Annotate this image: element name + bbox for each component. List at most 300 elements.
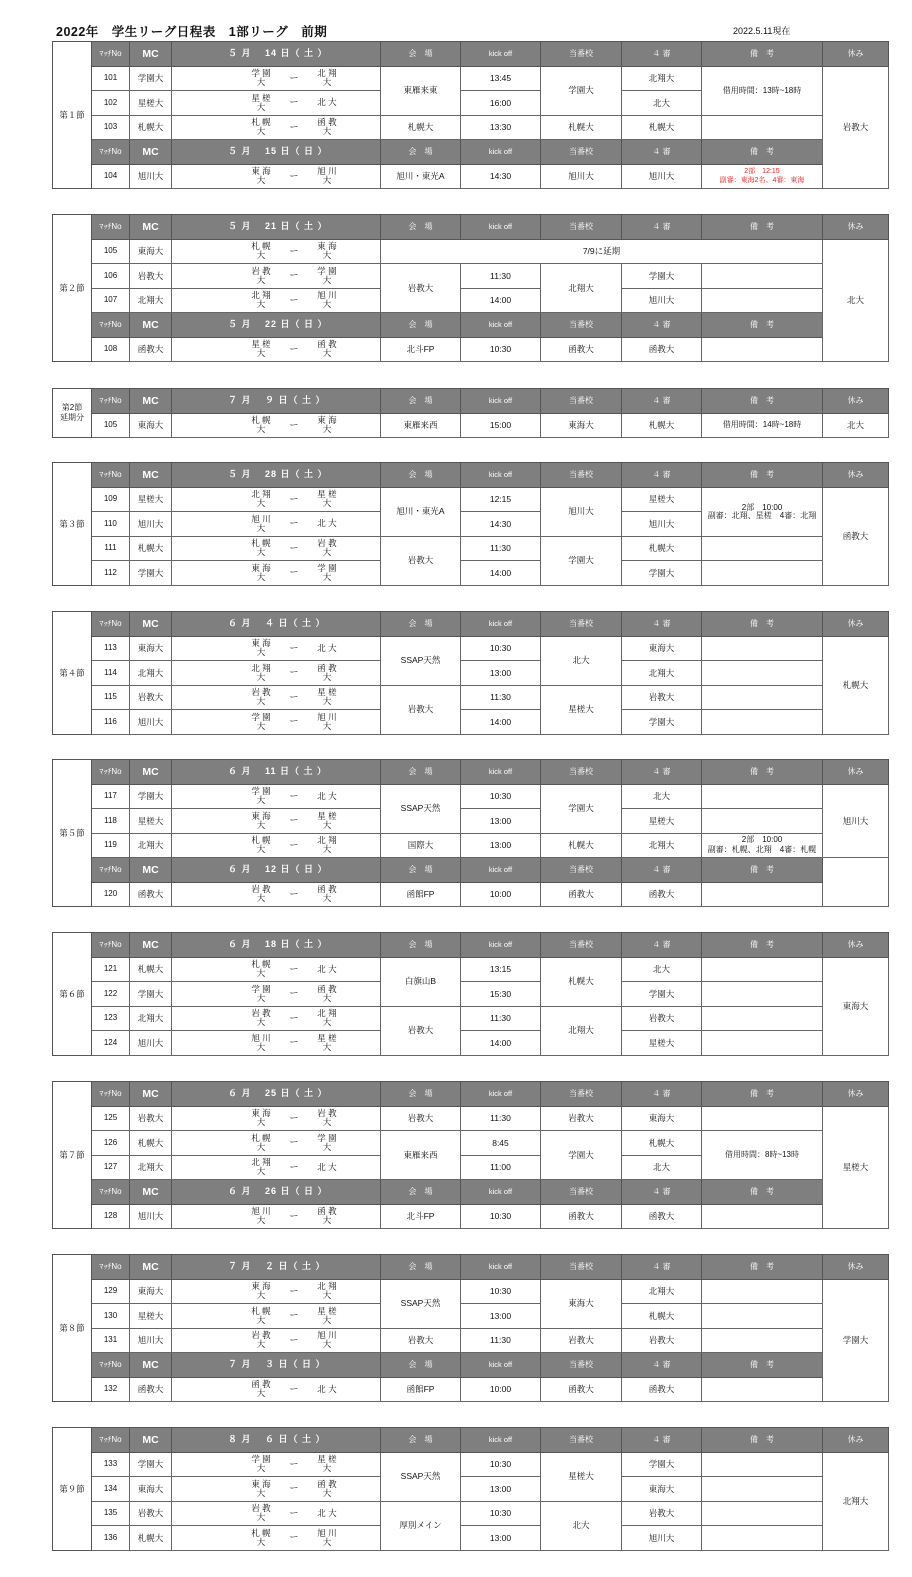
note [702, 784, 823, 809]
note [702, 882, 823, 907]
host: 学園大 [541, 66, 622, 115]
kickoff: 11:30 [461, 1328, 541, 1353]
kickoff-header: kick off [461, 1180, 541, 1205]
match-no-header: ﾏｯﾁNo [92, 42, 130, 67]
match-no-header: ﾏｯﾁNo [92, 1180, 130, 1205]
home-team: 学 園 大 [251, 983, 271, 1003]
kickoff: 10:30 [461, 1204, 541, 1229]
match-row [53, 833, 889, 858]
fourth-official: 岩教大 [622, 1328, 702, 1353]
host-header: 当番校 [541, 933, 622, 958]
rest-team: 北翔大 [823, 1452, 889, 1550]
match-row [53, 66, 889, 91]
match-no: 132 [92, 1377, 130, 1402]
home-team: 札 幌 大 [251, 117, 271, 137]
host-header: 当番校 [541, 313, 622, 338]
fourth-official: 札幌大 [622, 536, 702, 561]
fourth-official: 旭川大 [622, 164, 702, 189]
fourth-official: 学園大 [622, 561, 702, 586]
header-row [53, 1255, 889, 1280]
rest-team: 星槎大 [823, 1106, 889, 1229]
match-mc: 星槎大 [130, 809, 172, 834]
kickoff-header: kick off [461, 42, 541, 67]
away-team: 北 大 [317, 790, 337, 801]
away-team: 北 大 [317, 642, 337, 653]
home-team: 札 幌 大 [251, 1132, 271, 1152]
away-team: 岩 教 大 [317, 1108, 337, 1128]
round-4-block [52, 611, 889, 735]
round-3-block [52, 462, 889, 586]
round-5-table [52, 759, 889, 907]
away-team: 北 大 [317, 97, 337, 108]
header-row [53, 1180, 889, 1205]
note-header: 備 考 [702, 1255, 823, 1280]
fourth-official: 学園大 [622, 710, 702, 735]
match-no-header: ﾏｯﾁNo [92, 215, 130, 240]
match-teams: 東 海 大 ー 星 槎 大 [172, 809, 381, 834]
match-mc: 旭川大 [130, 1204, 172, 1229]
match-mc: 岩教大 [130, 685, 172, 710]
host-header: 当番校 [541, 760, 622, 785]
away-team: 旭 川 大 [317, 711, 337, 731]
match-teams: 北 翔 大 ー 北 大 [172, 1155, 381, 1180]
venue-header: 会 場 [381, 1082, 461, 1107]
match-row [53, 115, 889, 140]
fourth-official: 札幌大 [622, 1131, 702, 1156]
kickoff-header: kick off [461, 1428, 541, 1453]
venue: 国際大 [381, 833, 461, 858]
match-mc: 星槎大 [130, 1304, 172, 1329]
kickoff-header: kick off [461, 215, 541, 240]
fourth-official: 岩教大 [622, 685, 702, 710]
date-header: ６ 月 25 日（ 土 ） [172, 1082, 381, 1107]
host: 札幌大 [541, 115, 622, 140]
venue-header: 会 場 [381, 612, 461, 637]
round-8-block [52, 1254, 889, 1402]
venue-header: 会 場 [381, 1255, 461, 1280]
note [702, 710, 823, 735]
fourth-official: 北翔大 [622, 1279, 702, 1304]
rest-team: 北大 [823, 413, 889, 438]
away-team: 函 教 大 [317, 1478, 337, 1498]
round-label: 第１節 [53, 42, 92, 189]
header-row [53, 933, 889, 958]
date-header: ５ 月 21 日（ 土 ） [172, 215, 381, 240]
fourth-official: 学園大 [622, 982, 702, 1007]
match-no-header: ﾏｯﾁNo [92, 463, 130, 488]
kickoff: 10:30 [461, 636, 541, 661]
kickoff-header: kick off [461, 1082, 541, 1107]
note [702, 809, 823, 834]
match-mc: 札幌大 [130, 1526, 172, 1551]
match-row [53, 1328, 889, 1353]
home-team: 北 翔 大 [251, 662, 271, 682]
match-row [53, 1452, 889, 1477]
note [702, 1526, 823, 1551]
match-teams: 札 幌 大 ー 星 槎 大 [172, 1304, 381, 1329]
note [702, 264, 823, 289]
match-no: 131 [92, 1328, 130, 1353]
note [702, 1304, 823, 1329]
rest-header: 休み [823, 463, 889, 488]
away-team: 北 翔 大 [317, 1008, 337, 1028]
round-8-table [52, 1254, 889, 1402]
note [702, 1477, 823, 1502]
away-team: 星 槎 大 [317, 1032, 337, 1052]
note: 借用時間：8時~13時 [702, 1131, 823, 1180]
mc-header: MC [130, 463, 172, 488]
match-no: 106 [92, 264, 130, 289]
kickoff: 10:00 [461, 1377, 541, 1402]
mc-header: MC [130, 1353, 172, 1378]
note [702, 337, 823, 362]
kickoff: 11:30 [461, 1006, 541, 1031]
home-team: 北 翔 大 [251, 290, 271, 310]
kickoff-header: kick off [461, 463, 541, 488]
match-no: 103 [92, 115, 130, 140]
match-no: 123 [92, 1006, 130, 1031]
date-header: ７ 月 ２ 日（ 土 ） [172, 1255, 381, 1280]
match-mc: 東海大 [130, 636, 172, 661]
venue-header: 会 場 [381, 1353, 461, 1378]
rest-header: 休み [823, 1082, 889, 1107]
host-header: 当番校 [541, 1082, 622, 1107]
note-header: 備 考 [702, 313, 823, 338]
note [702, 957, 823, 982]
match-no: 135 [92, 1501, 130, 1526]
match-mc: 学園大 [130, 784, 172, 809]
home-team: 旭 川 大 [251, 1032, 271, 1052]
kickoff-header: kick off [461, 933, 541, 958]
match-row [53, 882, 889, 907]
host: 北翔大 [541, 264, 622, 313]
round-label: 第３節 [53, 463, 92, 586]
header-row [53, 463, 889, 488]
venue: 旭川・東光A [381, 164, 461, 189]
home-team: 星 槎 大 [251, 92, 271, 112]
kickoff: 14:00 [461, 561, 541, 586]
round-9-table [52, 1427, 889, 1551]
kickoff: 14:00 [461, 288, 541, 313]
date-header: ７ 月 ９ 日（ 土 ） [172, 389, 381, 414]
match-no-header: ﾏｯﾁNo [92, 933, 130, 958]
fourth-official: 北翔大 [622, 661, 702, 686]
match-no: 114 [92, 661, 130, 686]
home-team: 岩 教 大 [251, 1008, 271, 1028]
host: 星槎大 [541, 685, 622, 734]
away-team: 函 教 大 [317, 884, 337, 904]
match-teams: 札 幌 大 ー 東 海 大 [172, 413, 381, 438]
match-no: 109 [92, 487, 130, 512]
rest-team: 東海大 [823, 957, 889, 1055]
fourth-header: ４ 審 [622, 612, 702, 637]
home-team: 札 幌 大 [251, 1527, 271, 1547]
header-row [53, 313, 889, 338]
note-header: 備 考 [702, 612, 823, 637]
note [702, 536, 823, 561]
match-row [53, 536, 889, 561]
fourth-header: ４ 審 [622, 1082, 702, 1107]
match-teams: 岩 教 大 ー 学 園 大 [172, 264, 381, 289]
home-team: 札 幌 大 [251, 835, 271, 855]
match-row [53, 487, 889, 512]
fourth-official: 学園大 [622, 264, 702, 289]
round-label: 第７節 [53, 1082, 92, 1229]
match-mc: 旭川大 [130, 164, 172, 189]
home-team: 札 幌 大 [251, 538, 271, 558]
match-mc: 学園大 [130, 561, 172, 586]
match-no: 119 [92, 833, 130, 858]
rest-team: 函教大 [823, 487, 889, 585]
header-row [53, 1082, 889, 1107]
kickoff: 13:00 [461, 1477, 541, 1502]
host-header: 当番校 [541, 215, 622, 240]
match-mc: 函教大 [130, 337, 172, 362]
match-teams: 岩 教 大 ー 旭 川 大 [172, 1328, 381, 1353]
host: 旭川大 [541, 487, 622, 536]
away-team: 学 園 大 [317, 265, 337, 285]
match-no-header: ﾏｯﾁNo [92, 1255, 130, 1280]
fourth-official: 札幌大 [622, 115, 702, 140]
match-mc: 岩教大 [130, 1501, 172, 1526]
kickoff: 13:00 [461, 809, 541, 834]
home-team: 函 教 大 [251, 1379, 271, 1399]
match-teams: 旭 川 大 ー 函 教 大 [172, 1204, 381, 1229]
match-teams: 札 幌 大 ー 北 大 [172, 957, 381, 982]
match-teams: 東 海 大 ー 旭 川 大 [172, 164, 381, 189]
fourth-official: 北大 [622, 957, 702, 982]
kickoff-header: kick off [461, 389, 541, 414]
date-header: ６ 月 18 日（ 土 ） [172, 933, 381, 958]
fourth-official: 東海大 [622, 1106, 702, 1131]
away-team: 函 教 大 [317, 1206, 337, 1226]
match-no: 128 [92, 1204, 130, 1229]
rest-team: 旭川大 [823, 784, 889, 858]
away-team: 北 大 [317, 1383, 337, 1394]
fourth-header: ４ 審 [622, 313, 702, 338]
match-mc: 札幌大 [130, 957, 172, 982]
match-teams: 旭 川 大 ー 北 大 [172, 512, 381, 537]
match-row [53, 337, 889, 362]
host: 函教大 [541, 1204, 622, 1229]
match-teams: 東 海 大 ー 北 翔 大 [172, 1279, 381, 1304]
venue: 東雁来西 [381, 413, 461, 438]
match-row [53, 636, 889, 661]
match-mc: 北翔大 [130, 288, 172, 313]
mc-header: MC [130, 1082, 172, 1107]
round-label: 第２節 [53, 215, 92, 362]
away-team: 北 大 [317, 1507, 337, 1518]
match-teams: 札 幌 大 ー 北 翔 大 [172, 833, 381, 858]
kickoff: 13:15 [461, 957, 541, 982]
fourth-official: 旭川大 [622, 512, 702, 537]
away-team: 函 教 大 [317, 662, 337, 682]
rest-header: 休み [823, 215, 889, 240]
mc-header: MC [130, 313, 172, 338]
match-no: 115 [92, 685, 130, 710]
mc-header: MC [130, 215, 172, 240]
round-7-block [52, 1081, 889, 1229]
match-no-header: ﾏｯﾁNo [92, 313, 130, 338]
fourth-header: ４ 審 [622, 933, 702, 958]
round-label: 第９節 [53, 1428, 92, 1551]
match-row [53, 957, 889, 982]
match-no: 107 [92, 288, 130, 313]
fourth-official: 函教大 [622, 337, 702, 362]
venue-header: 会 場 [381, 215, 461, 240]
date-header: ６ 月 11 日（ 土 ） [172, 760, 381, 785]
note-header: 備 考 [702, 463, 823, 488]
fourth-official: 北大 [622, 91, 702, 116]
home-team: 東 海 大 [251, 1478, 271, 1498]
match-mc: 旭川大 [130, 710, 172, 735]
date-header: ５ 月 15 日（ 日 ） [172, 140, 381, 165]
match-no: 121 [92, 957, 130, 982]
round-1-block [52, 41, 889, 189]
home-team: 札 幌 大 [251, 415, 271, 435]
rest-team: 学園大 [823, 1279, 889, 1402]
match-no-header: ﾏｯﾁNo [92, 1428, 130, 1453]
match-no: 105 [92, 413, 130, 438]
fourth-header: ４ 審 [622, 858, 702, 883]
match-mc: 東海大 [130, 1279, 172, 1304]
kickoff: 11:30 [461, 264, 541, 289]
match-no-header: ﾏｯﾁNo [92, 389, 130, 414]
match-no: 112 [92, 561, 130, 586]
away-team: 旭 川 大 [317, 1330, 337, 1350]
header-row [53, 760, 889, 785]
match-teams: 星 槎 大 ー 北 大 [172, 91, 381, 116]
host: 函教大 [541, 882, 622, 907]
match-row [53, 561, 889, 586]
match-teams: 星 槎 大 ー 函 教 大 [172, 337, 381, 362]
match-no: 113 [92, 636, 130, 661]
round-7-table [52, 1081, 889, 1229]
match-row [53, 1006, 889, 1031]
venue: 北斗FP [381, 1204, 461, 1229]
match-no-header: ﾏｯﾁNo [92, 1082, 130, 1107]
header-row [53, 858, 889, 883]
match-teams: 岩 教 大 ー 北 翔 大 [172, 1006, 381, 1031]
match-mc: 学園大 [130, 66, 172, 91]
match-mc: 星槎大 [130, 487, 172, 512]
kickoff-header: kick off [461, 1353, 541, 1378]
match-no: 118 [92, 809, 130, 834]
match-teams: 岩 教 大 ー 函 教 大 [172, 882, 381, 907]
venue-header: 会 場 [381, 933, 461, 958]
home-team: 東 海 大 [251, 810, 271, 830]
fourth-header: ４ 審 [622, 1180, 702, 1205]
kickoff: 14:30 [461, 164, 541, 189]
note: 2部 12:15 副審：東海2名、4審：東海 [702, 164, 823, 189]
match-mc: 東海大 [130, 413, 172, 438]
away-team: 函 教 大 [317, 117, 337, 137]
match-row [53, 685, 889, 710]
note [702, 1204, 823, 1229]
date-header: ５ 月 14 日（ 土 ） [172, 42, 381, 67]
round-2-postponed-table [52, 388, 889, 438]
home-team: 旭 川 大 [251, 1206, 271, 1226]
venue-header: 会 場 [381, 389, 461, 414]
match-teams: 岩 教 大 ー 星 槎 大 [172, 685, 381, 710]
host-header: 当番校 [541, 858, 622, 883]
venue: 白旗山B [381, 957, 461, 1006]
rest-team: 岩教大 [823, 66, 889, 189]
match-teams: 学 園 大 ー 北 翔 大 [172, 66, 381, 91]
fourth-official: 旭川大 [622, 288, 702, 313]
match-no-header: ﾏｯﾁNo [92, 1353, 130, 1378]
host: 学園大 [541, 784, 622, 833]
kickoff-header: kick off [461, 612, 541, 637]
home-team: 北 翔 大 [251, 489, 271, 509]
note-header: 備 考 [702, 1082, 823, 1107]
match-no: 120 [92, 882, 130, 907]
match-row [53, 1304, 889, 1329]
venue: 函館FP [381, 882, 461, 907]
host-header: 当番校 [541, 389, 622, 414]
away-team: 旭 川 大 [317, 1527, 337, 1547]
away-team: 旭 川 大 [317, 166, 337, 186]
venue-header: 会 場 [381, 1428, 461, 1453]
rest-header: 休み [823, 1428, 889, 1453]
rest-header: 休み [823, 612, 889, 637]
match-row [53, 1279, 889, 1304]
match-teams: 学 園 大 ー 函 教 大 [172, 982, 381, 1007]
kickoff: 13:00 [461, 1526, 541, 1551]
match-row [53, 809, 889, 834]
home-team: 東 海 大 [251, 1108, 271, 1128]
round-label: 第６節 [53, 933, 92, 1056]
mc-header: MC [130, 1428, 172, 1453]
fourth-official: 岩教大 [622, 1501, 702, 1526]
match-teams: 東 海 大 ー 岩 教 大 [172, 1106, 381, 1131]
note [702, 982, 823, 1007]
match-teams: 札 幌 大 ー 旭 川 大 [172, 1526, 381, 1551]
kickoff: 10:30 [461, 784, 541, 809]
kickoff: 11:00 [461, 1155, 541, 1180]
fourth-official: 北翔大 [622, 66, 702, 91]
away-team: 学 園 大 [317, 1132, 337, 1152]
round-label: 第４節 [53, 612, 92, 735]
host-header: 当番校 [541, 612, 622, 637]
match-teams: 旭 川 大 ー 星 槎 大 [172, 1031, 381, 1056]
match-teams: 函 教 大 ー 北 大 [172, 1377, 381, 1402]
match-no: 104 [92, 164, 130, 189]
venue: 札幌大 [381, 115, 461, 140]
match-teams: 東 海 大 ー 学 園 大 [172, 561, 381, 586]
match-row [53, 661, 889, 686]
round-5-block [52, 759, 889, 907]
fourth-header: ４ 審 [622, 389, 702, 414]
kickoff: 11:30 [461, 685, 541, 710]
kickoff-header: kick off [461, 313, 541, 338]
fourth-header: ４ 審 [622, 760, 702, 785]
match-no: 129 [92, 1279, 130, 1304]
match-no: 101 [92, 66, 130, 91]
home-team: 岩 教 大 [251, 265, 271, 285]
header-row [53, 1428, 889, 1453]
page-title: 2022年 学生リーグ日程表 1部リーグ 前期 [56, 25, 328, 39]
venue: 厚別メイン [381, 1501, 461, 1550]
venue-header: 会 場 [381, 463, 461, 488]
venue: SSAP天然 [381, 1279, 461, 1328]
kickoff-header: kick off [461, 1255, 541, 1280]
note: 2部 10:00 副審：札幌、北翔 4審：札幌 [702, 833, 823, 858]
kickoff: 11:30 [461, 1106, 541, 1131]
postponed-note: 7/9に延期 [381, 239, 823, 264]
home-team: 東 海 大 [251, 638, 271, 658]
venue-header: 会 場 [381, 760, 461, 785]
